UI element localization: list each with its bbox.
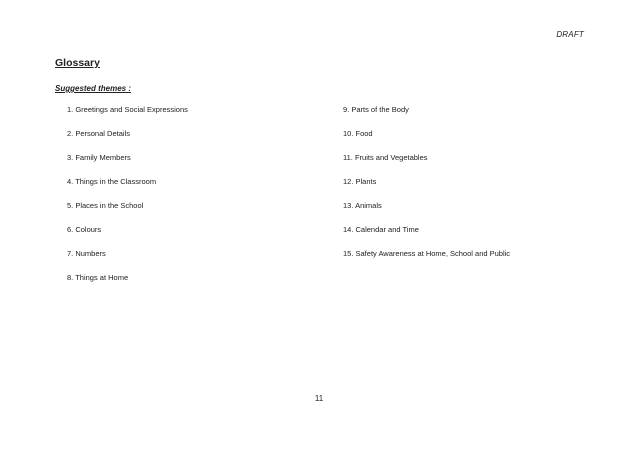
- theme-item: 12. Plants: [343, 177, 377, 186]
- theme-item: 10. Food: [343, 129, 373, 138]
- draft-watermark-label: DRAFT: [556, 30, 584, 39]
- theme-item: 5. Places in the School: [67, 201, 144, 210]
- theme-item: 14. Calendar and Time: [343, 225, 419, 234]
- theme-item: 3. Family Members: [67, 153, 131, 162]
- section-subtitle: Suggested themes :: [55, 84, 132, 93]
- theme-item: 7. Numbers: [67, 249, 106, 258]
- theme-item: 15. Safety Awareness at Home, School and Public: [343, 249, 511, 258]
- page-title: Glossary: [55, 57, 100, 69]
- theme-item: 13. Animals: [343, 201, 382, 210]
- themes-list-right: [343, 105, 510, 273]
- theme-item: 2. Personal Details: [67, 129, 130, 138]
- theme-item: 11. Fruits and Vegetables: [343, 153, 428, 162]
- themes-list-left: [67, 105, 188, 297]
- theme-item: 1. Greetings and Social Expressions: [67, 105, 188, 114]
- page-number: 11: [314, 394, 324, 403]
- theme-item: 8. Things at Home: [67, 273, 129, 282]
- theme-item: 6. Colours: [67, 225, 102, 234]
- theme-item: 4. Things in the Classroom: [67, 177, 157, 186]
- theme-item: 9. Parts of the Body: [343, 105, 409, 114]
